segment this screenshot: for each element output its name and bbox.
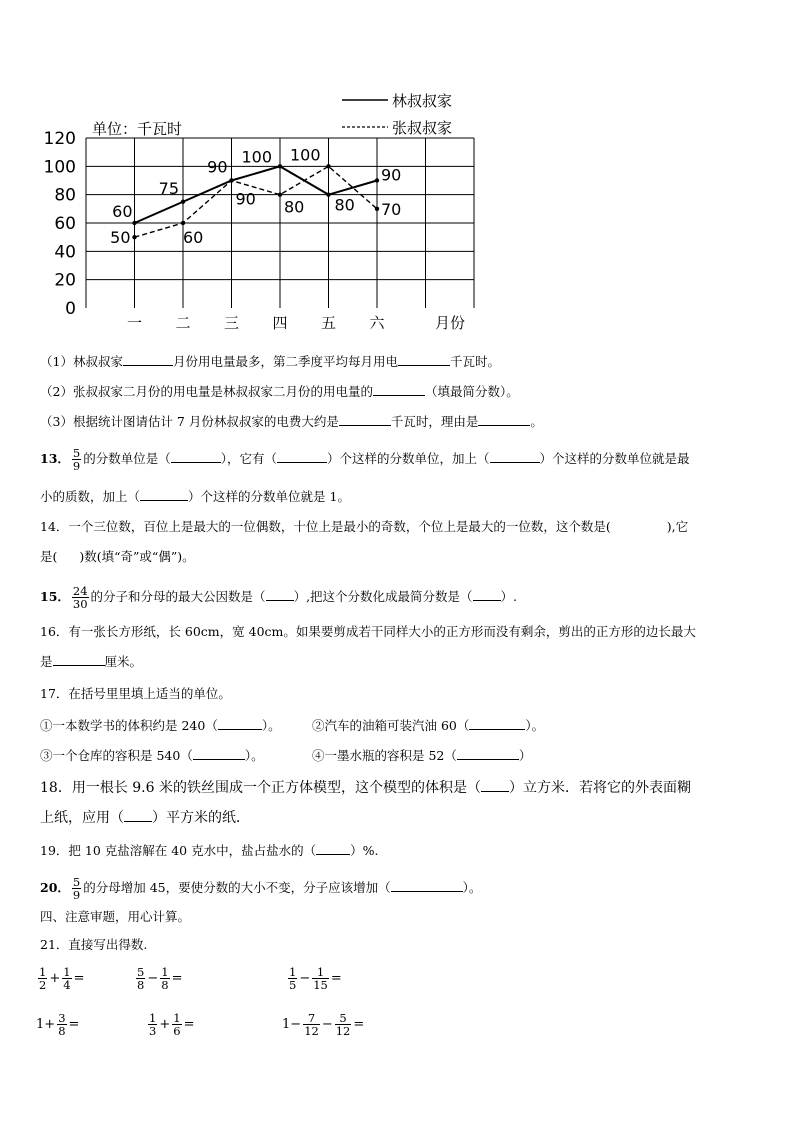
answer-blank[interactable] [391,878,463,892]
question-19 [40,841,378,861]
q-text: 小的质数，加上（ [40,489,141,504]
q-text: ④一墨水瓶的容积是 52（ [312,748,457,763]
denominator: 9 [72,459,81,473]
q12-text: （2）张叔叔家二月份的用电量是林叔叔家二月份的用电量的 [40,384,373,399]
y-tick-label: 60 [54,214,76,234]
data-point [181,221,185,225]
q-text: 14．一个三位数，百位上是最大的一位偶数，十位上是最小的奇数，个位上是最大的一位数，这个数是( [40,519,611,534]
answer-blank[interactable] [490,449,540,463]
y-tick-label: 20 [54,270,76,291]
question-20 [40,876,481,901]
calc-item-3: $\frac{1}{5}$ − $\frac{1}{15}$ = [289,965,342,992]
answer-blank[interactable] [481,778,509,792]
x-tick-label: 四 [272,314,288,332]
q-text: ）%. [350,843,379,858]
data-label: 60 [112,202,133,221]
answer-blank[interactable] [473,587,501,601]
answer-blank[interactable] [478,412,530,426]
x-tick-label: 三 [223,314,240,332]
answer-blank[interactable] [171,449,221,463]
answer-blank[interactable] [124,808,152,822]
section-heading [40,907,190,927]
fraction [72,585,89,610]
q-text: 是 [40,654,53,669]
question-number: 20． [40,880,70,895]
q-text: ）个这样的分数单位就是最 [539,451,690,466]
question-number: 15． [40,589,70,604]
answer-blank[interactable] [266,587,294,601]
data-point [132,235,136,239]
data-label: 50 [110,228,131,248]
q-text: 的分数单位是（ [83,451,171,466]
q-text: 18．用一根长 9.6 米的铁丝围成一个正方体模型，这个模型的体积是（ [40,780,481,796]
calc-item-1: $\frac{1}{2}$ + $\frac{1}{4}$ = [39,965,85,992]
q-text: ）. [500,589,518,604]
data-label: 90 [207,157,228,177]
q-text: ）,把这个分数化成最简分数是（ [293,589,473,604]
q-text: 上纸，应用（ [40,810,124,826]
q-text: 16．有一张长方形纸，长 60cm，宽 40cm。如果要剪成若干同样大小的正方形而没有剩余，剪出的正方形的边长最大 [40,624,696,639]
data-label: 100 [241,147,272,167]
q-text: ）。 [244,748,264,763]
q12-text: 千瓦时，理由是 [390,414,479,429]
legend-label-zhang: 张叔叔家 [392,119,453,137]
numerator: 5 [72,875,81,889]
q-text: 是( [40,549,58,564]
q-text: ） [518,748,532,763]
question-17 [40,684,231,704]
q12-part2 [40,382,519,402]
y-ticks [44,129,76,319]
unit-label: 单位：千瓦时 [92,120,183,138]
data-point [375,207,379,211]
answer-blank[interactable] [398,352,450,366]
section-title: 四、注意审题，用心计算。 [40,909,191,924]
answer-blank[interactable] [193,746,245,760]
q12-text: 月份用电量最多，第二季度平均每月用电 [172,354,398,369]
y-tick-label: 40 [54,242,76,263]
q-text: ）。 [261,718,281,733]
fraction [72,876,81,901]
answer-blank[interactable] [339,412,391,426]
data-point [181,200,185,204]
x-axis-suffix: 月份 [435,314,466,332]
x-tick-label: 二 [175,314,191,332]
q-text: ）。 [462,880,482,895]
q-text: 的分子和分母的最大公因数是（ [90,589,266,604]
question-16 [40,622,696,642]
data-label: 90 [381,165,402,185]
q-text: 21．直接写出得数. [40,937,148,952]
question-14 [40,517,688,537]
question-21 [40,935,147,955]
calc-item-2: $\frac{5}{8}$ − $\frac{1}{8}$ = [137,965,183,992]
answer-blank[interactable] [457,746,519,760]
answer-blank[interactable] [218,716,262,730]
q12-text: （填最简分数）。 [424,384,519,399]
data-point [278,192,282,196]
calc-item-6: 1− $\frac{7}{12}$ − $\frac{5}{12}$ = [282,1011,365,1038]
x-tick-label: 五 [320,314,337,332]
x-tick-label: 六 [369,314,385,332]
answer-blank[interactable] [53,652,105,666]
y-tick-label: 120 [43,129,76,149]
question-number: 13． [40,451,70,466]
answer-blank[interactable] [373,382,425,396]
fraction [72,447,81,472]
q-text: ③一个仓库的容积是 540（ [40,748,193,763]
question-17-row1 [40,716,281,736]
numerator: 5 [72,446,81,460]
calc-item-4: 1+ $\frac{3}{8}$ = [36,1011,80,1038]
line-chart [30,82,480,334]
data-label: 80 [284,197,305,217]
data-point [278,164,282,168]
y-tick-label: 0 [65,299,76,319]
q12-text: （1）林叔叔家 [40,354,123,369]
q12-part3 [40,412,543,432]
q-text: 17．在括号里里填上适当的单位。 [40,686,231,701]
answer-blank[interactable] [140,487,188,501]
denominator: 30 [72,597,88,611]
x-tick-label: 一 [126,314,143,332]
q-text: ）个这样的分数单位就是 1。 [188,489,350,504]
question-13-line2 [40,487,350,507]
q-text: ）立方米．若将它的外表面糊 [508,780,691,796]
legend [342,92,452,137]
question-14-line2 [40,547,195,567]
q-text: ）平方米的纸． [152,810,250,826]
q-text: 厘米。 [104,654,143,669]
q-text: ）。 [525,718,545,733]
data-label: 75 [158,178,179,198]
question-16-line2 [40,652,142,672]
q12-text: 。 [530,414,543,429]
data-point [132,221,136,225]
data-label: 90 [235,189,256,209]
q-text: ），它有（ [220,451,278,466]
calc-item-5: $\frac{1}{3}$ + $\frac{1}{6}$ = [149,1011,195,1038]
q-text: ①一本数学书的体积约是 240（ [40,718,218,733]
question-18-line2 [40,808,250,828]
q12-part1 [40,352,500,372]
data-point [229,178,233,182]
question-15 [40,585,517,610]
legend-label-lin: 林叔叔家 [392,92,453,110]
q-text: ②汽车的油箱可装汽油 60（ [312,718,470,733]
question-18 [40,778,691,798]
denominator: 9 [72,888,81,902]
answer-blank[interactable] [469,716,525,730]
answer-blank[interactable] [123,352,173,366]
question-13 [40,447,690,472]
q-text: ),它 [666,519,689,534]
data-label: 80 [334,195,355,215]
q12-text: （3）根据统计图请估计 7 月份林叔叔家的电费大约是 [40,414,339,429]
x-ticks [127,314,386,332]
q-text: 的分母增加 45，要使分数的大小不变，分子应该增加（ [83,880,391,895]
question-17-row1b [312,716,544,736]
answer-blank[interactable] [316,841,350,855]
q12-text: 千瓦时。 [449,354,500,369]
data-label: 60 [183,228,204,247]
data-point [375,178,379,182]
question-17-row2 [40,746,264,766]
question-17-row2b [312,746,531,766]
data-label: 100 [289,145,321,165]
answer-blank[interactable] [277,449,327,463]
q-text: )数(填“奇”或“偶”)。 [79,549,195,564]
y-tick-label: 80 [54,185,76,206]
data-point [326,192,330,196]
q-text: ）个这样的分数单位，加上（ [327,451,490,466]
y-tick-label: 100 [43,157,76,178]
data-point [326,164,330,168]
q-text: 19．把 10 克盐溶解在 40 克水中，盐占盐水的（ [40,843,317,858]
data-label: 70 [381,199,402,219]
numerator: 24 [72,584,88,598]
chart-grid [86,138,474,308]
